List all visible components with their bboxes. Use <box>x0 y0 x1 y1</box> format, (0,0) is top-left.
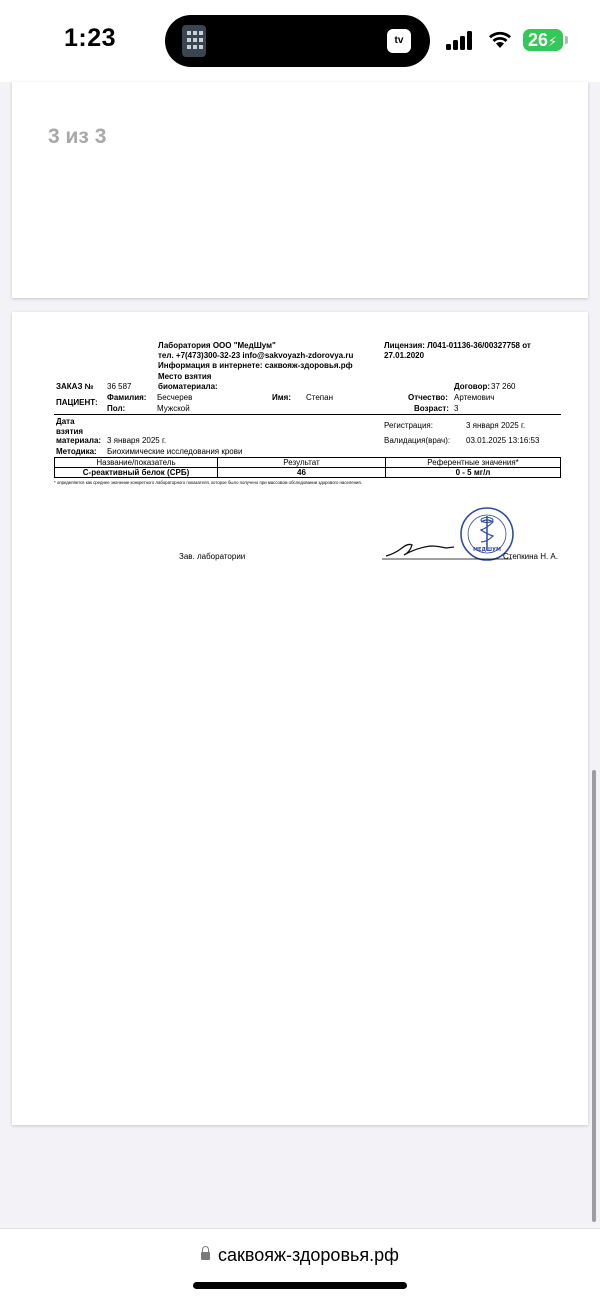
patient-label: ПАЦИЕНТ: <box>56 398 98 407</box>
registration-label: Регистрация: <box>384 421 433 430</box>
results-header-row <box>55 458 561 468</box>
cellular-signal-icon <box>446 30 474 50</box>
method-value: Биохимические исследования крови <box>107 447 243 456</box>
signoff-role: Зав. лаборатории <box>179 552 246 561</box>
sample-date-label-2: взятия <box>56 427 84 436</box>
status-bar <box>0 0 600 82</box>
pdf-page-lab-report[interactable] <box>12 312 588 1125</box>
sex-label: Пол: <box>107 404 126 413</box>
place-label-1: Место взятия <box>158 372 212 381</box>
url-text: саквояж-здоровья.рф <box>218 1245 399 1265</box>
wifi-icon <box>487 29 513 49</box>
result-name: С-реактивный белок (СРБ) <box>55 468 218 478</box>
sample-date-value: 3 января 2025 г. <box>107 436 167 445</box>
patient-divider <box>54 414 561 415</box>
signature-image <box>382 536 512 560</box>
contract-number: 37 260 <box>491 382 516 391</box>
result-value: 46 <box>218 468 386 478</box>
results-footnote: * определяется как среднее значение конкретного лабораторного показателя, которое было получено при массовом обследовании здорового населения. <box>54 480 362 485</box>
header-reference: Референтные значения* <box>386 458 561 468</box>
validation-label: Валидация(врач): <box>384 436 451 445</box>
battery-indicator: 26⚡ <box>523 29 563 51</box>
address-bar[interactable] <box>0 1245 600 1266</box>
lab-internet: Информация в интернете: саквояж-здоровья.рф <box>158 361 353 370</box>
results-table <box>54 457 561 478</box>
lock-icon <box>201 1252 210 1260</box>
live-activity-app-icon <box>182 25 206 57</box>
header-result: Результат <box>218 458 386 468</box>
age-value: 3 <box>454 404 459 413</box>
method-label: Методика: <box>56 447 97 456</box>
license-line-1: Лицензия: Л041-01136-36/00327758 от <box>384 341 531 350</box>
sample-date-label-3: материала: <box>56 436 102 445</box>
battery-cap <box>565 36 568 44</box>
scrollbar[interactable] <box>592 770 596 1222</box>
patronymic-label: Отчество: <box>408 393 448 402</box>
battery-level: 26 <box>528 30 549 50</box>
sample-date-label-1: Дата <box>56 417 75 426</box>
result-reference: 0 - 5 мг/л <box>386 468 561 478</box>
stamp-text: МЕДШУМ <box>473 547 501 553</box>
table-row <box>55 468 561 478</box>
apple-tv-label: tv <box>394 35 404 46</box>
home-indicator[interactable] <box>193 1282 407 1289</box>
header-name: Название/показатель <box>55 458 218 468</box>
surname-value: Бесчерев <box>157 393 193 402</box>
place-label-2: биоматериала: <box>158 382 218 391</box>
signer-name: Степкина Н. А. <box>503 552 558 561</box>
patronymic-value: Артемович <box>454 393 495 402</box>
name-value: Степан <box>306 393 333 402</box>
status-time: 1:23 <box>64 24 117 52</box>
lab-contacts: тел. +7(473)300-32-23 info@sakvoyazh-zdorovya.ru <box>158 351 354 360</box>
order-label: ЗАКАЗ № <box>56 382 94 391</box>
page-indicator: 3 из 3 <box>48 125 107 148</box>
browser-bottom-bar <box>0 1228 600 1301</box>
name-label: Имя: <box>272 393 291 402</box>
contract-label: Договор: <box>454 382 491 391</box>
license-line-2: 27.01.2020 <box>384 351 425 360</box>
pdf-page-previous[interactable] <box>12 82 588 298</box>
surname-label: Фамилия: <box>107 393 147 402</box>
validation-value: 03.01.2025 13:16:53 <box>466 436 540 445</box>
age-label: Возраст: <box>414 404 449 413</box>
lab-name: Лаборатория ООО "МедШум" <box>158 341 276 350</box>
order-number: 36 587 <box>107 382 132 391</box>
registration-value: 3 января 2025 г. <box>466 421 526 430</box>
apple-tv-icon <box>387 29 411 53</box>
dynamic-island[interactable] <box>165 15 430 67</box>
sex-value: Мужской <box>157 404 190 413</box>
